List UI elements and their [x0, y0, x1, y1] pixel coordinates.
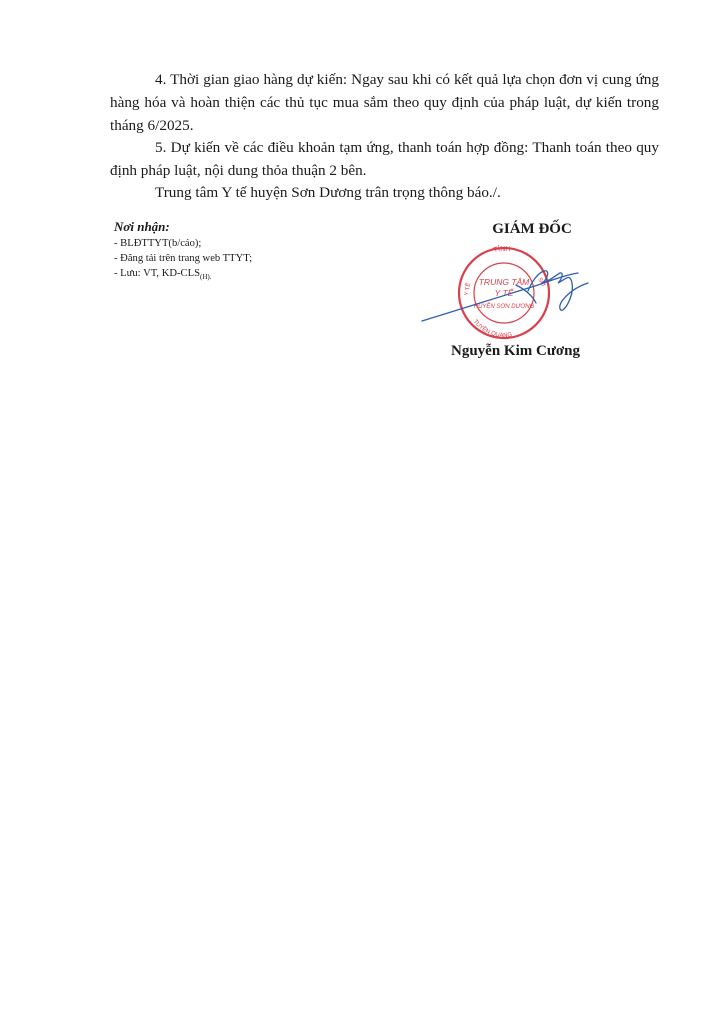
paragraph-closing: Trung tâm Y tế huyện Sơn Dương trân trọng thông báo./. — [155, 184, 501, 201]
recipient-item-text: - Lưu: VT, KD-CLS — [114, 268, 200, 279]
seal-ring-bottom-text: TUYÊN QUANG — [471, 318, 513, 340]
paragraph-payment-terms: 5. Dự kiến về các điều khoản tạm ứng, thanh toán hợp đồng: Thanh toán theo quy định pháp luật, nội dung thỏa thuận 2 bên. — [110, 139, 659, 179]
recipient-item-subscript: (H). — [199, 273, 212, 282]
recipients-heading: Nơi nhận: — [114, 219, 170, 234]
signer-title: GIÁM ĐỐC — [492, 221, 572, 237]
seal-ring-right-text: SỞ — [536, 277, 547, 288]
recipient-item: - BLĐTTYT(b/cáo); — [114, 238, 202, 249]
seal-center-top-text: TRUNG TÂM — [478, 277, 530, 287]
recipient-item: - Đăng tải trên trang web TTYT; — [114, 253, 253, 264]
recipient-item — [114, 266, 374, 285]
seal-ring-top-text: TỈNH — [493, 245, 511, 255]
recipients-block — [114, 219, 374, 285]
paragraph-delivery-time: 4. Thời gian giao hàng dự kiến: Ngay sau khi có kết quả lựa chọn đơn vị cung ứng hàng hóa và hoàn thiện các thủ tục mua sắm theo quy định của pháp luật, dự kiến trong tháng 6/2025. — [110, 71, 659, 134]
signer-name: Nguyễn Kim Cương — [451, 343, 580, 359]
seal-center-mid-text: Y TẾ — [494, 288, 514, 298]
seal-ring-left-text: Y TẾ — [464, 282, 473, 297]
seal-stamp — [459, 244, 549, 339]
seal-center-bottom-text: HUYỆN SƠN DƯƠNG — [473, 304, 535, 310]
official-seal-and-signature — [420, 243, 610, 343]
